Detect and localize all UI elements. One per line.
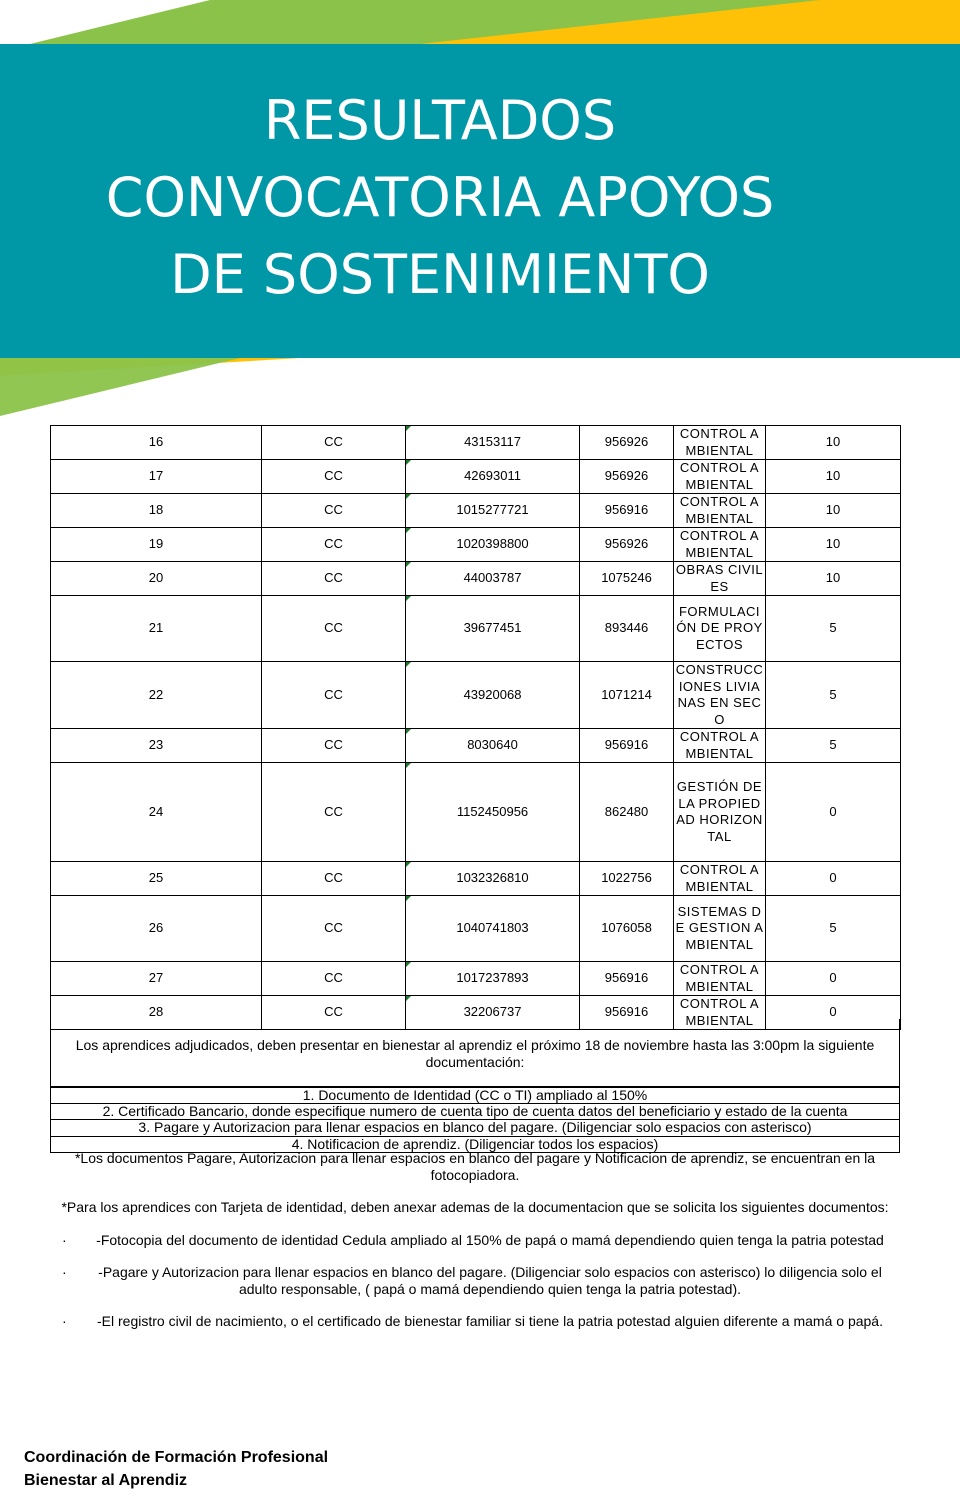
programa-cell: GESTIÓN DE LA PROPIEDAD HORIZONTAL <box>674 763 766 862</box>
doc-type-cell: CC <box>262 562 406 596</box>
programa-cell: CONTROL AMBIENTAL <box>674 962 766 996</box>
puntaje-cell: 10 <box>766 460 901 494</box>
doc-number-cell: 1032326810 <box>406 862 580 896</box>
doc-number-cell: 44003787 <box>406 562 580 596</box>
doc-number-cell: 1152450956 <box>406 763 580 862</box>
notes-section <box>50 1150 900 1346</box>
programa-cell: CONSTRUCCIONES LIVIANAS EN SECO <box>674 662 766 729</box>
table-row <box>51 562 901 596</box>
table-row <box>51 729 901 763</box>
document-item: 2. Certificado Bancario, donde especifique numero de cuenta tipo de cuenta datos del beneficiario y estado de la cuenta <box>50 1104 900 1121</box>
notice-text: Los aprendices adjudicados, deben presentar en bienestar al aprendiz el próximo 18 de noviembre hasta las 3:00pm la siguiente documentación: <box>50 1019 900 1087</box>
ti-item-text: -Pagare y Autorizacion para llenar espacios en blanco del pagare. (Diligenciar solo espacios con asterisco) lo diligencia solo el adulto responsable, ( papá o mamá dependiendo quien tenga la patria potestad). <box>98 1264 882 1297</box>
doc-type-cell: CC <box>262 962 406 996</box>
programa-cell: CONTROL AMBIENTAL <box>674 862 766 896</box>
note-tarjeta-identidad: *Para los aprendices con Tarjeta de identidad, deben anexar ademas de la documentacion que se solicita los siguientes documentos: <box>61 1199 889 1215</box>
title-line: DE SOSTENIMIENTO <box>170 243 710 306</box>
row-number-cell: 23 <box>51 729 262 763</box>
doc-type-cell: CC <box>262 896 406 962</box>
ficha-cell: 862480 <box>580 763 674 862</box>
ficha-cell: 956916 <box>580 996 674 1030</box>
doc-type-cell: CC <box>262 729 406 763</box>
table-row <box>51 962 901 996</box>
doc-number-cell: 1040741803 <box>406 896 580 962</box>
footer-line: Coordinación de Formación Profesional <box>24 1449 329 1466</box>
puntaje-cell: 0 <box>766 763 901 862</box>
programa-cell: CONTROL AMBIENTAL <box>674 528 766 562</box>
programa-cell: CONTROL AMBIENTAL <box>674 426 766 460</box>
doc-number-cell: 43153117 <box>406 426 580 460</box>
results-table-body <box>51 426 901 1030</box>
doc-number-cell: 8030640 <box>406 729 580 763</box>
doc-number-cell: 32206737 <box>406 996 580 1030</box>
ficha-cell: 956926 <box>580 528 674 562</box>
doc-type-cell: CC <box>262 460 406 494</box>
row-number-cell: 22 <box>51 662 262 729</box>
programa-cell: CONTROL AMBIENTAL <box>674 494 766 528</box>
puntaje-cell: 10 <box>766 426 901 460</box>
doc-type-cell: CC <box>262 662 406 729</box>
ti-item-text: -El registro civil de nacimiento, o el certificado de bienestar familiar si tiene la patria potestad alguien diferente a mamá o papá. <box>97 1313 883 1329</box>
programa-cell: SISTEMAS DE GESTION AMBIENTAL <box>674 896 766 962</box>
ficha-cell: 956916 <box>580 729 674 763</box>
doc-type-cell: CC <box>262 426 406 460</box>
table-row <box>51 763 901 862</box>
bullet-icon: · <box>62 1264 67 1280</box>
table-row <box>51 528 901 562</box>
row-number-cell: 25 <box>51 862 262 896</box>
bullet-icon: · <box>62 1313 67 1329</box>
puntaje-cell: 0 <box>766 962 901 996</box>
ficha-cell: 956916 <box>580 494 674 528</box>
results-table <box>50 425 901 1030</box>
title-line: RESULTADOS <box>263 89 617 152</box>
programa-cell: CONTROL AMBIENTAL <box>674 460 766 494</box>
doc-type-cell: CC <box>262 862 406 896</box>
document-item: 3. Pagare y Autorizacion para llenar espacios en blanco del pagare. (Diligenciar solo espacios con asterisco) <box>50 1120 900 1137</box>
page-title <box>0 82 880 313</box>
row-number-cell: 19 <box>51 528 262 562</box>
doc-type-cell: CC <box>262 996 406 1030</box>
row-number-cell: 18 <box>51 494 262 528</box>
table-row <box>51 896 901 962</box>
doc-number-cell: 39677451 <box>406 596 580 662</box>
table-row <box>51 426 901 460</box>
ti-item <box>50 1232 900 1249</box>
row-number-cell: 21 <box>51 596 262 662</box>
doc-type-cell: CC <box>262 763 406 862</box>
footer <box>24 1446 328 1492</box>
doc-type-cell: CC <box>262 494 406 528</box>
doc-type-cell: CC <box>262 596 406 662</box>
ti-item <box>50 1264 900 1297</box>
ficha-cell: 893446 <box>580 596 674 662</box>
row-number-cell: 20 <box>51 562 262 596</box>
puntaje-cell: 0 <box>766 862 901 896</box>
document-item: 1. Documento de Identidad (CC o TI) ampliado al 150% <box>50 1087 900 1104</box>
table-row <box>51 460 901 494</box>
ficha-cell: 956926 <box>580 460 674 494</box>
doc-type-cell: CC <box>262 528 406 562</box>
table-row <box>51 862 901 896</box>
puntaje-cell: 5 <box>766 596 901 662</box>
ti-item <box>50 1313 900 1330</box>
row-number-cell: 26 <box>51 896 262 962</box>
row-number-cell: 16 <box>51 426 262 460</box>
ficha-cell: 1076058 <box>580 896 674 962</box>
puntaje-cell: 5 <box>766 729 901 763</box>
programa-cell: FORMULACIÓN DE PROYECTOS <box>674 596 766 662</box>
doc-number-cell: 1017237893 <box>406 962 580 996</box>
puntaje-cell: 5 <box>766 896 901 962</box>
ti-item-text: -Fotocopia del documento de identidad Cedula ampliado al 150% de papá o mamá dependiendo quien tenga la patria potestad <box>96 1231 884 1248</box>
doc-number-cell: 1020398800 <box>406 528 580 562</box>
programa-cell: OBRAS CIVILES <box>674 562 766 596</box>
ficha-cell: 1075246 <box>580 562 674 596</box>
table-row <box>51 596 901 662</box>
puntaje-cell: 0 <box>766 996 901 1030</box>
row-number-cell: 24 <box>51 763 262 862</box>
puntaje-cell: 10 <box>766 562 901 596</box>
row-number-cell: 28 <box>51 996 262 1030</box>
ficha-cell: 956916 <box>580 962 674 996</box>
ficha-cell: 1022756 <box>580 862 674 896</box>
note-location: *Los documentos Pagare, Autorizacion para llenar espacios en blanco del pagare y Notificacion de aprendiz, se encuentran en la fotocopiadora. <box>74 1150 876 1183</box>
doc-number-cell: 42693011 <box>406 460 580 494</box>
doc-number-cell: 1015277721 <box>406 494 580 528</box>
puntaje-cell: 10 <box>766 494 901 528</box>
ficha-cell: 956926 <box>580 426 674 460</box>
table-row <box>51 662 901 729</box>
document-item: 4. Notificacion de aprendiz. (Diligenciar todos los espacios) <box>50 1137 900 1154</box>
doc-number-cell: 43920068 <box>406 662 580 729</box>
footer-line: Bienestar al Aprendiz <box>24 1472 188 1489</box>
programa-cell: CONTROL AMBIENTAL <box>674 729 766 763</box>
title-line: CONVOCATORIA APOYOS <box>105 166 775 229</box>
puntaje-cell: 5 <box>766 662 901 729</box>
ficha-cell: 1071214 <box>580 662 674 729</box>
bullet-icon: · <box>62 1231 67 1248</box>
row-number-cell: 27 <box>51 962 262 996</box>
programa-cell: CONTROL AMBIENTAL <box>674 996 766 1030</box>
required-documents-list <box>50 1087 900 1153</box>
row-number-cell: 17 <box>51 460 262 494</box>
puntaje-cell: 10 <box>766 528 901 562</box>
table-row <box>51 494 901 528</box>
